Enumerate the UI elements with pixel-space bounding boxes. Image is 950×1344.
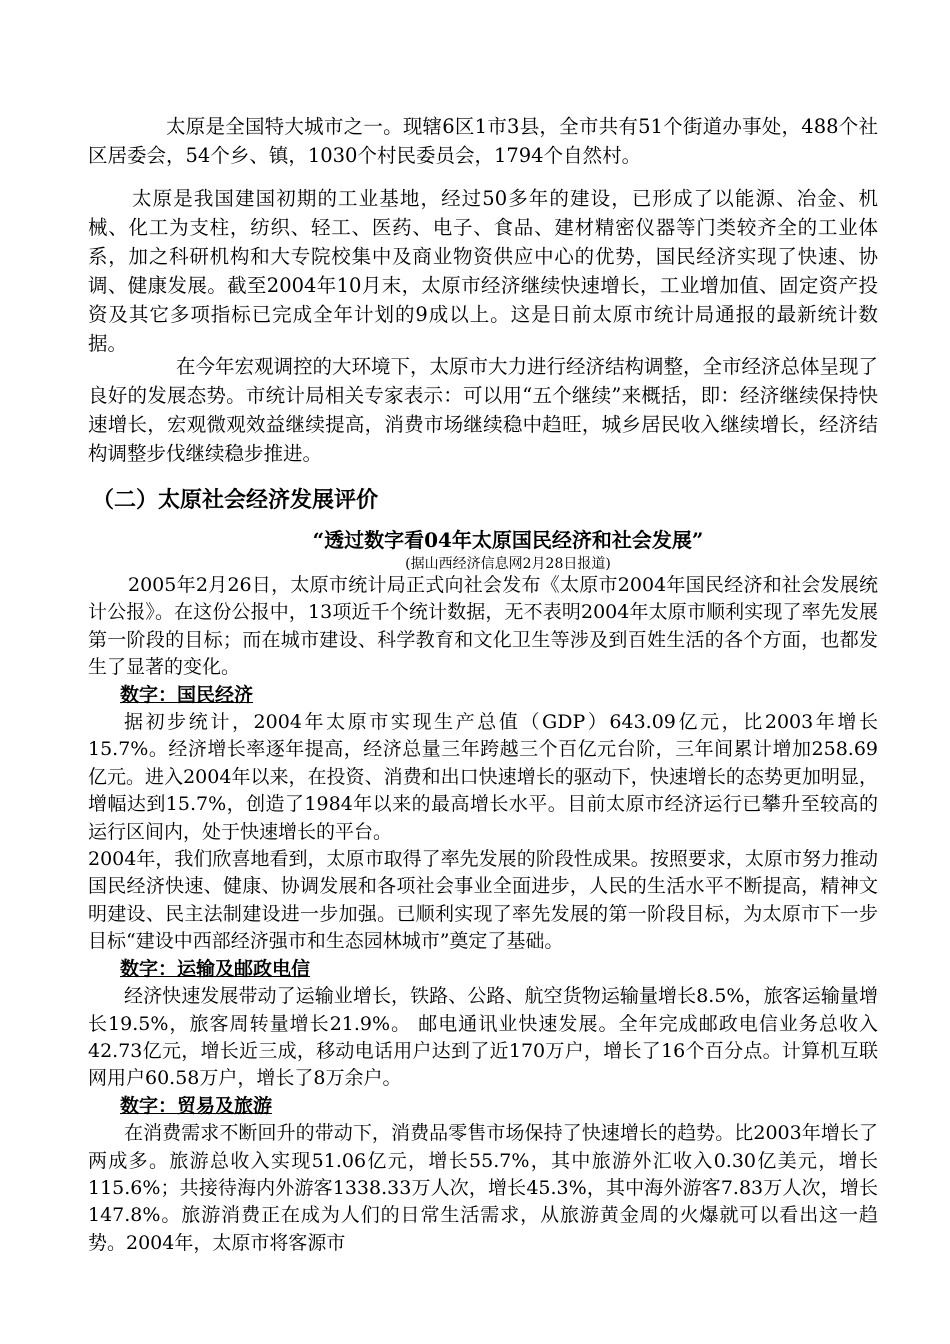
section-heading: （二）太原社会经济发展评价 (92, 488, 379, 513)
paragraph-industry: 太原是我国建国初期的工业基地，经过50多年的建设，已形成了以能源、冶金、机械、化工为支柱，纺织、轻工、医药、电子、食品、建材精密仪器等门类较齐全的工业体系，加之科研机构和大专院校集中及商业物资供应中心的优势，国民经济实现了快速、协调、健康发展。截至2004年10月末，太原市经济继续快速增长，工业增加值、固定资产投资及其它多项指标已完成全年计划的9成以上。这是日前太原市统计局通报的最新统计数据。 (88, 187, 878, 355)
paragraph-macro-control: 在今年宏观调控的大环境下，太原市大力进行经济结构调整，全市经济总体呈现了良好的发展态势。市统计局相关专家表示：可以用“五个继续”来概括，即：经济继续保持快速增长，宏观微观效益继续提高，消费市场继续稳中趋旺，城乡居民收入继续增长，经济结构调整步伐继续稳步推进。 (88, 355, 879, 465)
paragraph-overview: 太原是全国特大城市之一。现辖6区1市3县，全市共有51个街道办事处，488个社区居委会，54个乡、镇，1030个村民委员会，1794个自然村。 (88, 115, 878, 167)
paragraph-trade: 在消费需求不断回升的带动下，消费品零售市场保持了快速增长的趋势。比2003年增长了两成多。旅游总收入实现51.06亿元，增长55.7%，其中旅游外汇收入0.30亿美元，增长115.6%；共接待海内外游客1338.33万人次，增长45.3%，其中海外游客7.83万人次，增长147.8%。旅游消费正在成为人们的日常生活需求，从旅游黄金周的火爆就可以看出这一趋势。2004年，太原市将客源市 (88, 1122, 878, 1254)
article-body (88, 572, 878, 1257)
paragraph-achievements: 2004年，我们欣喜地看到，太原市取得了率先发展的阶段性成果。按照要求，太原市努力推动国民经济快速、健康、协调发展和各项社会事业全面进步，人民的生活水平不断提高，精神文明建设、民主法制建设进一步加强。已顺利实现了率先发展的第一阶段目标，为太原市下一步目标“建设中西部经济强市和生态园林城市”奠定了基础。 (88, 848, 878, 953)
subheading-national-economy: 数字：国民经济 (120, 683, 254, 706)
article-title: “透过数字看04年太原国民经济和社会发展” (312, 528, 704, 552)
paragraph-transport: 经济快速发展带动了运输业增长，铁路、公路、航空货物运输量增长8.5%，旅客运输量增长19.5%，旅客周转量增长21.9%。 邮电通讯业快速发展。全年完成邮政电信业务总收入42.73亿元，增长近三成，移动电话用户达到了近170万户，增长了16个百分点。计算机互联网用户60.58万户，增长了8万余户。 (88, 985, 878, 1090)
subheading-transport-telecom: 数字：运输及邮政电信 (120, 957, 311, 980)
subheading-trade-tourism: 数字：贸易及旅游 (120, 1094, 273, 1117)
paragraph-gdp: 据初步统计，2004年太原市实现生产总值（GDP）643.09亿元，比2003年增长15.7%。经济增长率逐年提高，经济总量三年跨越三个百亿元台阶，三年间累计增加258.69亿元。进入2004年以来，在投资、消费和出口快速增长的驱动下，快速增长的态势更加明显，增幅达到15.7%，创造了1984年以来的最高增长水平。目前太原市经济运行已攀升至较高的运行区间内，处于快速增长的平台。 (88, 711, 878, 843)
article-intro: 2005年2月26日，太原市统计局正式向社会发布《太原市2004年国民经济和社会发展统计公报》。在这份公报中，13项近千个统计数据，无不表明2004年太原市顺利实现了率先发展第一阶段的目标；而在城市建设、科学教育和文化卫生等涉及到百姓生活的各个方面，也都发生了显著的变化。 (88, 574, 878, 679)
article-source: (据山西经济信息网2月28日报道) (405, 556, 611, 572)
